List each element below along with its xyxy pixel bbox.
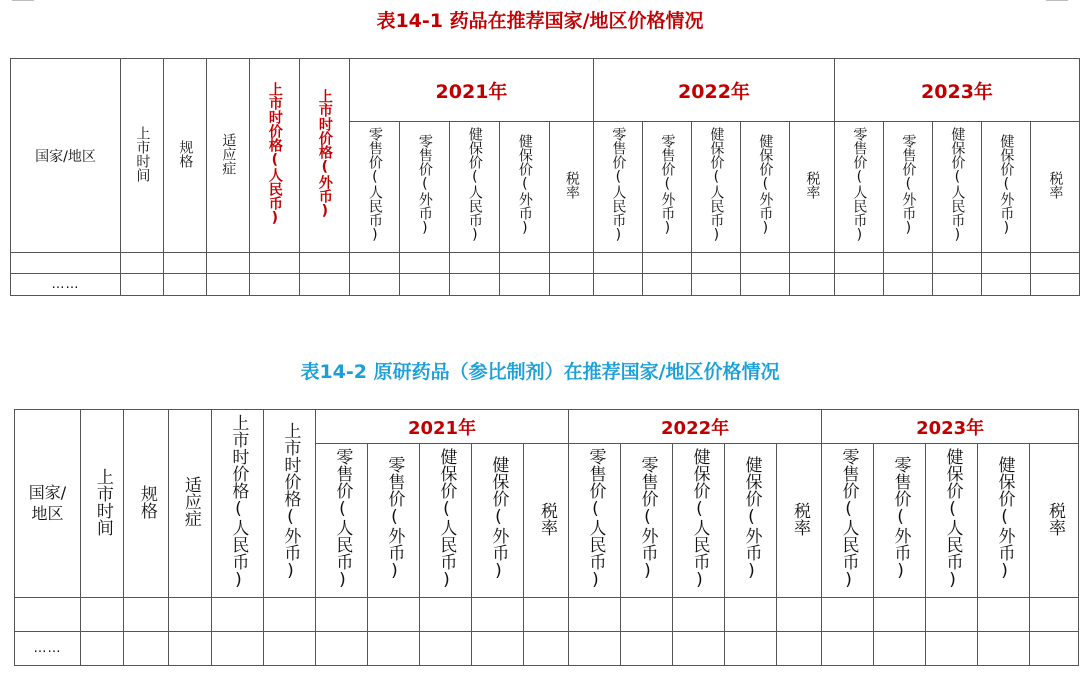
subheader-insurance-rmb: 健保价(人民币) — [933, 122, 982, 253]
header-year-2021: 2021年 — [350, 59, 594, 122]
subheader-tax-rate: 税率 — [1030, 444, 1079, 598]
header-year-2022: 2022年 — [594, 59, 835, 122]
header-country: 国家/地区 — [11, 59, 121, 253]
header-year-2022: 2022年 — [569, 410, 822, 444]
table1 — [10, 58, 1080, 296]
subheader-retail-foreign: 零售价(外币) — [643, 122, 692, 253]
header-year-2023: 2023年 — [822, 410, 1079, 444]
header-indication: 适应症 — [207, 59, 250, 253]
subheader-tax-rate: 税率 — [777, 444, 822, 598]
subheader-tax-rate: 税率 — [790, 122, 835, 253]
subheader-retail-foreign: 零售价(外币) — [884, 122, 933, 253]
subheader-insurance-rmb: 健保价(人民币) — [673, 444, 725, 598]
table2 — [14, 409, 1079, 666]
subheader-tax-rate: 税率 — [524, 444, 569, 598]
subheader-insurance-foreign: 健保价(外币) — [472, 444, 524, 598]
subheader-retail-foreign: 零售价(外币) — [368, 444, 420, 598]
table-row — [11, 274, 1080, 296]
subheader-insurance-foreign: 健保价(外币) — [725, 444, 777, 598]
header-launch-price-rmb: 上市时价格(人民币) — [250, 59, 300, 253]
subheader-insurance-foreign: 健保价(外币) — [978, 444, 1030, 598]
subheader-retail-rmb: 零售价(人民币) — [316, 444, 368, 598]
header-spec: 规格 — [124, 410, 169, 598]
header-launch-price-rmb: 上市时价格(人民币) — [212, 410, 264, 598]
table2-title: 表14-2 原研药品（参比制剂）在推荐国家/地区价格情况 — [300, 361, 780, 383]
header-year-2023: 2023年 — [835, 59, 1080, 122]
header-launch-time: 上市时间 — [81, 410, 124, 598]
header-year-2021: 2021年 — [316, 410, 569, 444]
table-row — [15, 632, 1079, 666]
subheader-retail-foreign: 零售价(外币) — [400, 122, 450, 253]
subheader-retail-rmb: 零售价(人民币) — [569, 444, 621, 598]
subheader-retail-rmb: 零售价(人民币) — [822, 444, 874, 598]
subheader-retail-foreign: 零售价(外币) — [874, 444, 926, 598]
subheader-insurance-foreign: 健保价(外币) — [741, 122, 790, 253]
subheader-tax-rate: 税率 — [1031, 122, 1080, 253]
ellipsis-cell: …… — [11, 274, 121, 296]
subheader-retail-rmb: 零售价(人民币) — [835, 122, 884, 253]
subheader-insurance-rmb: 健保价(人民币) — [450, 122, 500, 253]
table-row — [15, 598, 1079, 632]
page-corner-mark-right — [1046, 0, 1068, 1]
subheader-retail-foreign: 零售价(外币) — [621, 444, 673, 598]
subheader-insurance-foreign: 健保价(外币) — [500, 122, 550, 253]
subheader-insurance-rmb: 健保价(人民币) — [926, 444, 978, 598]
header-launch-price-foreign: 上市时价格(外币) — [300, 59, 350, 253]
table-row — [11, 253, 1080, 274]
header-spec: 规格 — [164, 59, 207, 253]
subheader-insurance-rmb: 健保价(人民币) — [692, 122, 741, 253]
subheader-insurance-rmb: 健保价(人民币) — [420, 444, 472, 598]
subheader-retail-rmb: 零售价(人民币) — [350, 122, 400, 253]
header-launch-price-foreign: 上市时价格(外币) — [264, 410, 316, 598]
ellipsis-cell: …… — [15, 632, 81, 666]
page-corner-mark-left — [12, 0, 34, 1]
subheader-retail-rmb: 零售价(人民币) — [594, 122, 643, 253]
subheader-insurance-foreign: 健保价(外币) — [982, 122, 1031, 253]
header-indication: 适应症 — [169, 410, 212, 598]
subheader-tax-rate: 税率 — [550, 122, 594, 253]
header-country: 国家/地区 — [15, 410, 81, 598]
table1-title: 表14-1 药品在推荐国家/地区价格情况 — [376, 10, 704, 32]
header-launch-time: 上市时间 — [121, 59, 164, 253]
